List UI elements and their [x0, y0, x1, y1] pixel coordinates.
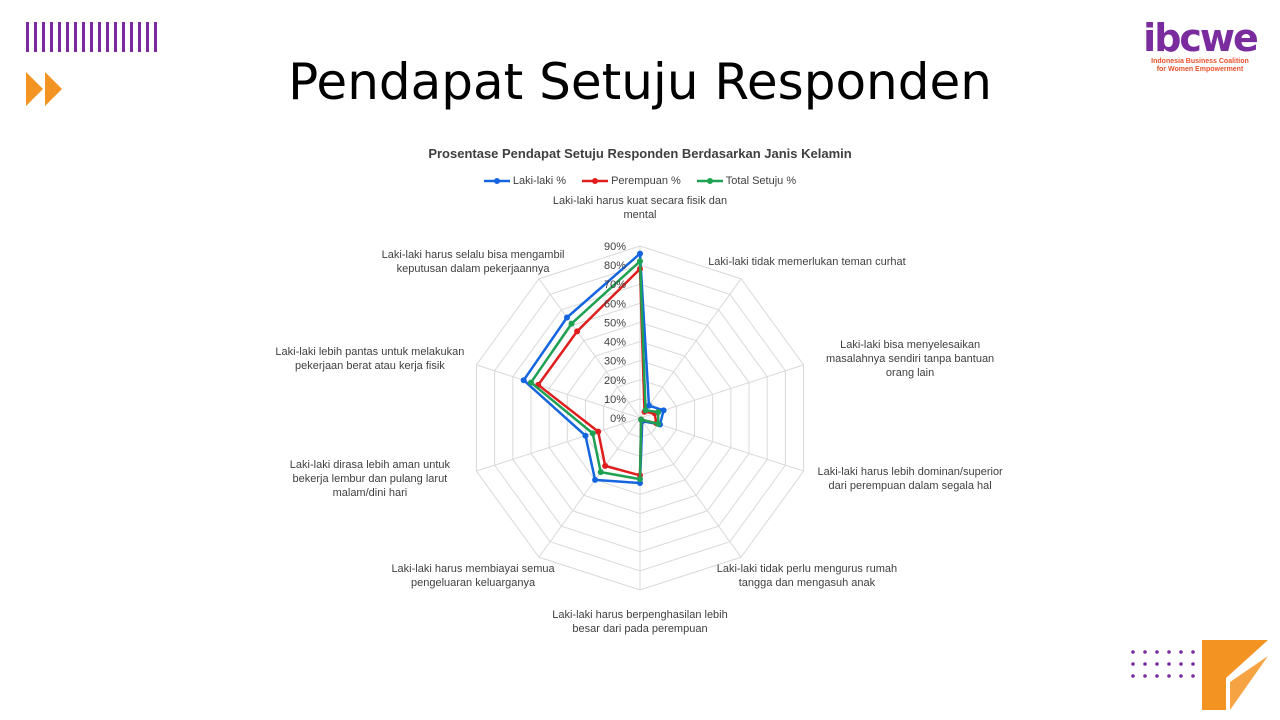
data-point: [637, 258, 643, 264]
data-point: [521, 377, 527, 383]
data-point: [637, 476, 643, 482]
data-point: [590, 430, 596, 436]
legend-label: Laki-laki %: [512, 175, 567, 188]
data-point: [655, 421, 661, 427]
data-point: [637, 251, 643, 257]
tick-label: 0%: [610, 413, 626, 425]
category-label: Laki-laki harus membiayai semua pengeluaran keluarganya: [391, 562, 555, 589]
tick-label: 60%: [603, 298, 626, 311]
legend-label: Perempuan %: [611, 175, 681, 188]
grid-spoke: [640, 418, 741, 557]
data-point: [655, 409, 661, 415]
tick-label: 30%: [603, 355, 626, 368]
logo-wordmark: ibcwe: [1143, 16, 1257, 60]
category-label: Laki-laki dirasa lebih aman untuk bekerja lembur dan pulang larut malam/dini hari: [289, 458, 451, 499]
grid-spoke: [476, 418, 640, 471]
tick-label: 40%: [603, 336, 626, 349]
data-point: [602, 463, 608, 469]
category-label: Laki-laki harus berpenghasilan lebih besar dari pada perempuan: [552, 609, 728, 635]
data-point: [598, 469, 604, 475]
page-title: Pendapat Setuju Responden: [288, 53, 992, 111]
tick-label: 50%: [603, 317, 626, 330]
grid-spoke: [640, 418, 804, 471]
category-label: Laki-laki tidak memerlukan teman curhat: [708, 256, 906, 269]
category-label: Laki-laki harus selalu bisa mengambil keputusan dalam pekerjaannya: [381, 249, 565, 276]
data-point: [564, 315, 570, 321]
data-point: [568, 321, 574, 327]
category-label: Laki-laki harus kuat secara fisik dan mental: [552, 195, 728, 221]
grid-spoke: [640, 279, 741, 418]
data-point: [574, 328, 580, 334]
data-point: [595, 429, 601, 435]
category-label: Laki-laki tidak perlu mengurus rumah tangga dan mengasuh anak: [716, 562, 898, 589]
data-point: [661, 407, 667, 413]
logo-tagline-1: Indonesia Business Coalition: [1151, 58, 1249, 65]
category-label: Laki-laki lebih pantas untuk melakukan pekerjaan berat atau kerja fisik: [275, 346, 465, 373]
chart-title: Prosentase Pendapat Setuju Responden Berdasarkan Janis Kelamin: [428, 146, 852, 161]
tick-label: 80%: [603, 260, 626, 273]
data-point: [528, 380, 534, 386]
category-label: Laki-laki harus lebih dominan/superior dari perempuan dalam segala hal: [817, 465, 1003, 492]
decorative-corner: [1128, 636, 1272, 716]
category-label: Laki-laki bisa menyelesaikan masalahnya sendiri tanpa bantuan orang lain: [826, 339, 995, 380]
data-point: [592, 477, 598, 483]
grid-spoke: [539, 418, 640, 557]
data-point: [582, 433, 588, 439]
data-point: [643, 407, 649, 413]
data-point: [638, 417, 644, 423]
tick-label: 20%: [603, 374, 626, 387]
tick-label: 10%: [603, 393, 626, 406]
tick-label: 90%: [603, 241, 626, 253]
legend-label: Total Setuju %: [725, 175, 797, 188]
logo-tagline-2: for Women Empowerment: [1156, 66, 1244, 73]
tick-label: 70%: [603, 279, 626, 292]
